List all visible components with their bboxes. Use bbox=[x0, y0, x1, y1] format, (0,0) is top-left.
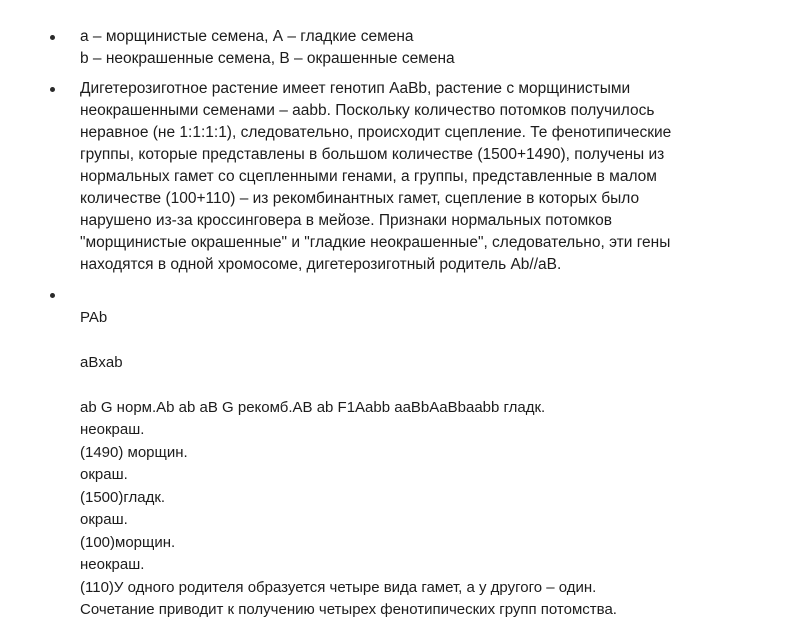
blank-line bbox=[80, 284, 780, 307]
explanation-line: количестве (100+110) – из рекомбинантных гамет, сцепление в которых было bbox=[80, 190, 640, 207]
explanation-line: неравное (не 1:1:1:1), следовательно, происходит сцепление. Те фенотипические bbox=[80, 124, 672, 141]
explanation-line: нормальных гамет со сцепленными генами, а группы, представленные в малом bbox=[80, 168, 657, 185]
explanation-line: неокрашенными семенами – aabb. Поскольку количество потомков получилось bbox=[80, 102, 655, 119]
bullet-dot-icon bbox=[50, 87, 55, 92]
scheme-line: неокраш. bbox=[80, 556, 145, 573]
allele-line-b: b – неокрашенные семена, B – окрашенные семена bbox=[80, 50, 455, 67]
explanation-line: находятся в одной хромосоме, дигетерозиготный родитель Ab//aB. bbox=[80, 256, 562, 273]
blank-line bbox=[80, 329, 780, 352]
parent-genotype-line: PAb bbox=[80, 308, 108, 326]
scheme-line: (1500)гладк. bbox=[80, 488, 166, 506]
bullet-item-cross-scheme bbox=[50, 284, 780, 622]
scheme-line: (1490) морщин. bbox=[80, 443, 188, 461]
explanation-line: группы, которые представлены в большом количестве (1500+1490), получены из bbox=[80, 146, 665, 163]
explanation-line: "морщинистые окрашенные" и "гладкие неокрашенные", следовательно, эти гены bbox=[80, 234, 671, 251]
bullet-item-alleles bbox=[50, 26, 780, 70]
scheme-line: (100)морщин. bbox=[80, 533, 176, 551]
scheme-line: Сочетание приводит к получению четырех фенотипических групп потомства. bbox=[80, 601, 617, 618]
scheme-line: окраш. bbox=[80, 466, 128, 483]
bullet-list bbox=[50, 26, 780, 622]
gametes-line: ab G норм.Ab ab aB G рекомб.AB ab F1Aabb aaBbAaBbaabb гладк. bbox=[80, 398, 546, 416]
scheme-line: неокраш. bbox=[80, 421, 145, 438]
explanation-line: нарушено из-за кроссинговера в мейозе. Признаки нормальных потомков bbox=[80, 212, 612, 229]
bullet-item-explanation bbox=[50, 78, 780, 276]
bullet-dot-icon bbox=[50, 293, 55, 298]
bullet-dot-icon bbox=[50, 35, 55, 40]
allele-line-a: a – морщинистые семена, А – гладкие семена bbox=[80, 28, 414, 45]
scheme-line: (110)У одного родителя образуется четыре вида гамет, а у другого – один. bbox=[80, 578, 597, 596]
blank-line bbox=[80, 374, 780, 397]
scheme-line: окраш. bbox=[80, 511, 128, 528]
cross-line: aBxab bbox=[80, 353, 123, 371]
explanation-line: Дигетерозиготное растение имеет генотип AaBb, растение с морщинистыми bbox=[80, 80, 631, 97]
